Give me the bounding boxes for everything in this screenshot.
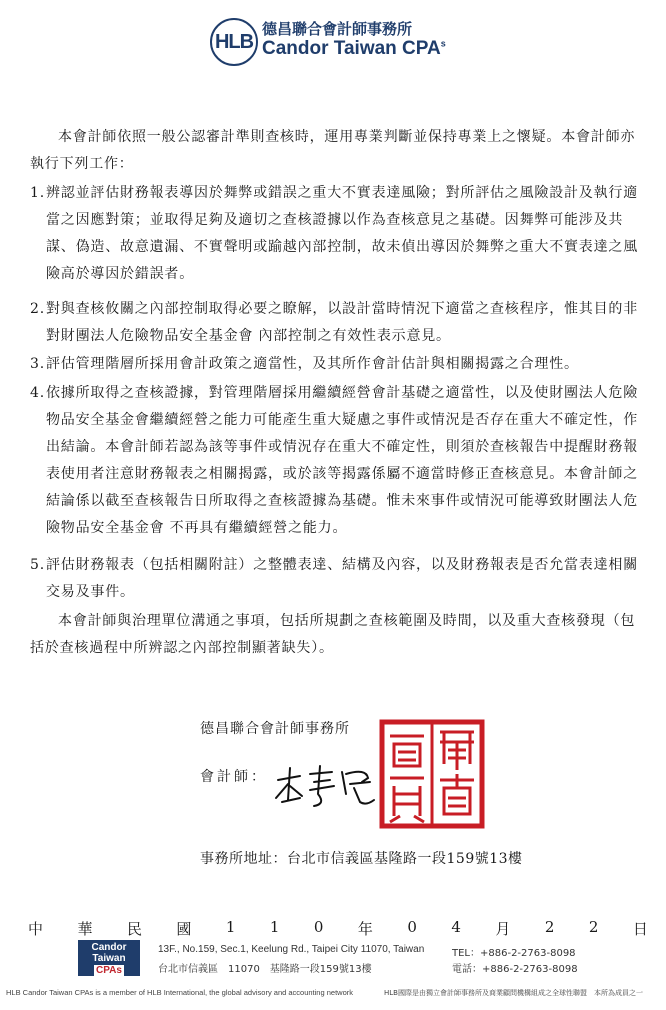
list-item xyxy=(30,380,640,542)
item-text: 對與查核攸關之內部控制取得必要之瞭解，以設計當時情況下適當之查核程序，惟其目的非對財團法人危險物品安全基金會 內部控制之有效性表示意見。 xyxy=(46,301,638,344)
firm-name-en: Candor Taiwan CPA$^s$ xyxy=(262,38,446,59)
footer-member-cn: HLB國際是由獨立會計師事務所及商業顧問機構組成之全球性聯盟 本所為成員之一 xyxy=(384,989,643,997)
footer-logo: Candor Taiwan CPAs xyxy=(78,940,140,976)
item-number: 5. xyxy=(30,557,45,573)
office-address: 事務所地址：台北市信義區基隆路一段159號13樓 xyxy=(200,851,523,867)
footer-fax: 電話：+886-2-2763-8098 xyxy=(452,964,578,975)
closing-paragraph: 本會計師與治理單位溝通之事項，包括所規劃之查核範圍及時間，以及重大查核發現（包括於查核過程中所辨認之內部控制顯著缺失）。 xyxy=(30,613,636,656)
item-number: 2. xyxy=(30,301,45,317)
date-char: 日 xyxy=(632,920,648,938)
date-char: 0 xyxy=(407,918,417,936)
item-text: 評估管理階層所採用會計政策之適當性，及其所作會計估計與相關揭露之合理性。 xyxy=(46,356,579,372)
date-char: 4 xyxy=(451,918,461,936)
date-char: 中 xyxy=(28,920,44,938)
item-text: 依據所取得之查核證據，對管理階層採用繼續經營會計基礎之適當性，以及使財團法人危險物品安全基金會繼續經營之能力可能產生重大疑慮之事件或情況是否存在重大不確定性，作出結論。本會計師若認為該等事件或情況存在重大不確定性，則須於查核報告中提醒財務報表使用者注意財務報表之相關揭露，或於該等揭露係屬不適當時修正查核意見。本會計師之結論係以截至查核報告日所取得之查核證據為基礎。惟未來事件或情況可能導致財團法人危險物品安全基金會 不再具有繼續經營之能力。 xyxy=(46,385,638,536)
date-char: 國 xyxy=(176,920,192,938)
hlb-logo xyxy=(210,18,258,66)
item-number: 4. xyxy=(30,385,45,401)
report-date xyxy=(28,918,648,939)
intro-paragraph: 本會計師依照一般公認審計準則查核時，運用專業判斷並保持專業上之懷疑。本會計師亦執行下列工作： xyxy=(30,129,636,172)
date-char: 1 xyxy=(225,918,236,936)
company-seal xyxy=(378,718,486,830)
item-number: 3. xyxy=(30,356,45,372)
list-item xyxy=(30,552,640,606)
date-char: 華 xyxy=(77,920,93,938)
logo-mark: HLB xyxy=(214,30,254,53)
footer-address-cn: 台北市信義區 11070 基隆路一段159號13樓 xyxy=(158,964,372,975)
list-item xyxy=(30,180,640,288)
date-char: 民 xyxy=(126,920,142,938)
date-char: 0 xyxy=(313,918,324,936)
date-char: 年 xyxy=(357,920,373,938)
item-text: 辨認並評估財務報表導因於舞弊或錯誤之重大不實表達風險；對所評估之風險設計及執行適當之因應對策；並取得足夠及適切之查核證據以作為查核意見之基礎。因舞弊可能涉及共謀、偽造、故意遺漏、不實聲明或踰越內部控制，故未偵出導因於舞弊之重大不實表達之風險高於導因於錯誤者。 xyxy=(46,185,638,282)
list-item xyxy=(30,296,640,350)
list-item xyxy=(30,351,640,378)
date-char: 1 xyxy=(269,918,280,936)
item-number: 1. xyxy=(30,185,45,201)
date-char: 月 xyxy=(495,920,511,938)
footer-address-en: 13F., No.159, Sec.1, Keelung Rd., Taipei City 11070, Taiwan xyxy=(158,944,425,955)
cpa-label: 會計師： xyxy=(200,769,268,785)
signing-firm: 德昌聯合會計師事務所 xyxy=(200,721,350,737)
footer-tel: TEL：+886-2-2763-8098 xyxy=(452,948,576,959)
handwritten-signature xyxy=(270,760,380,810)
footer-member-en: HLB Candor Taiwan CPAs is a member of HLB International, the global advisory and accounting network xyxy=(6,988,353,997)
firm-name-cn: 德昌聯合會計師事務所 xyxy=(262,20,413,38)
item-text: 評估財務報表（包括相關附註）之整體表達、結構及內容，以及財務報表是否允當表達相關交易及事件。 xyxy=(46,557,638,600)
date-char: 2 xyxy=(588,918,599,936)
date-char: 2 xyxy=(544,918,555,936)
